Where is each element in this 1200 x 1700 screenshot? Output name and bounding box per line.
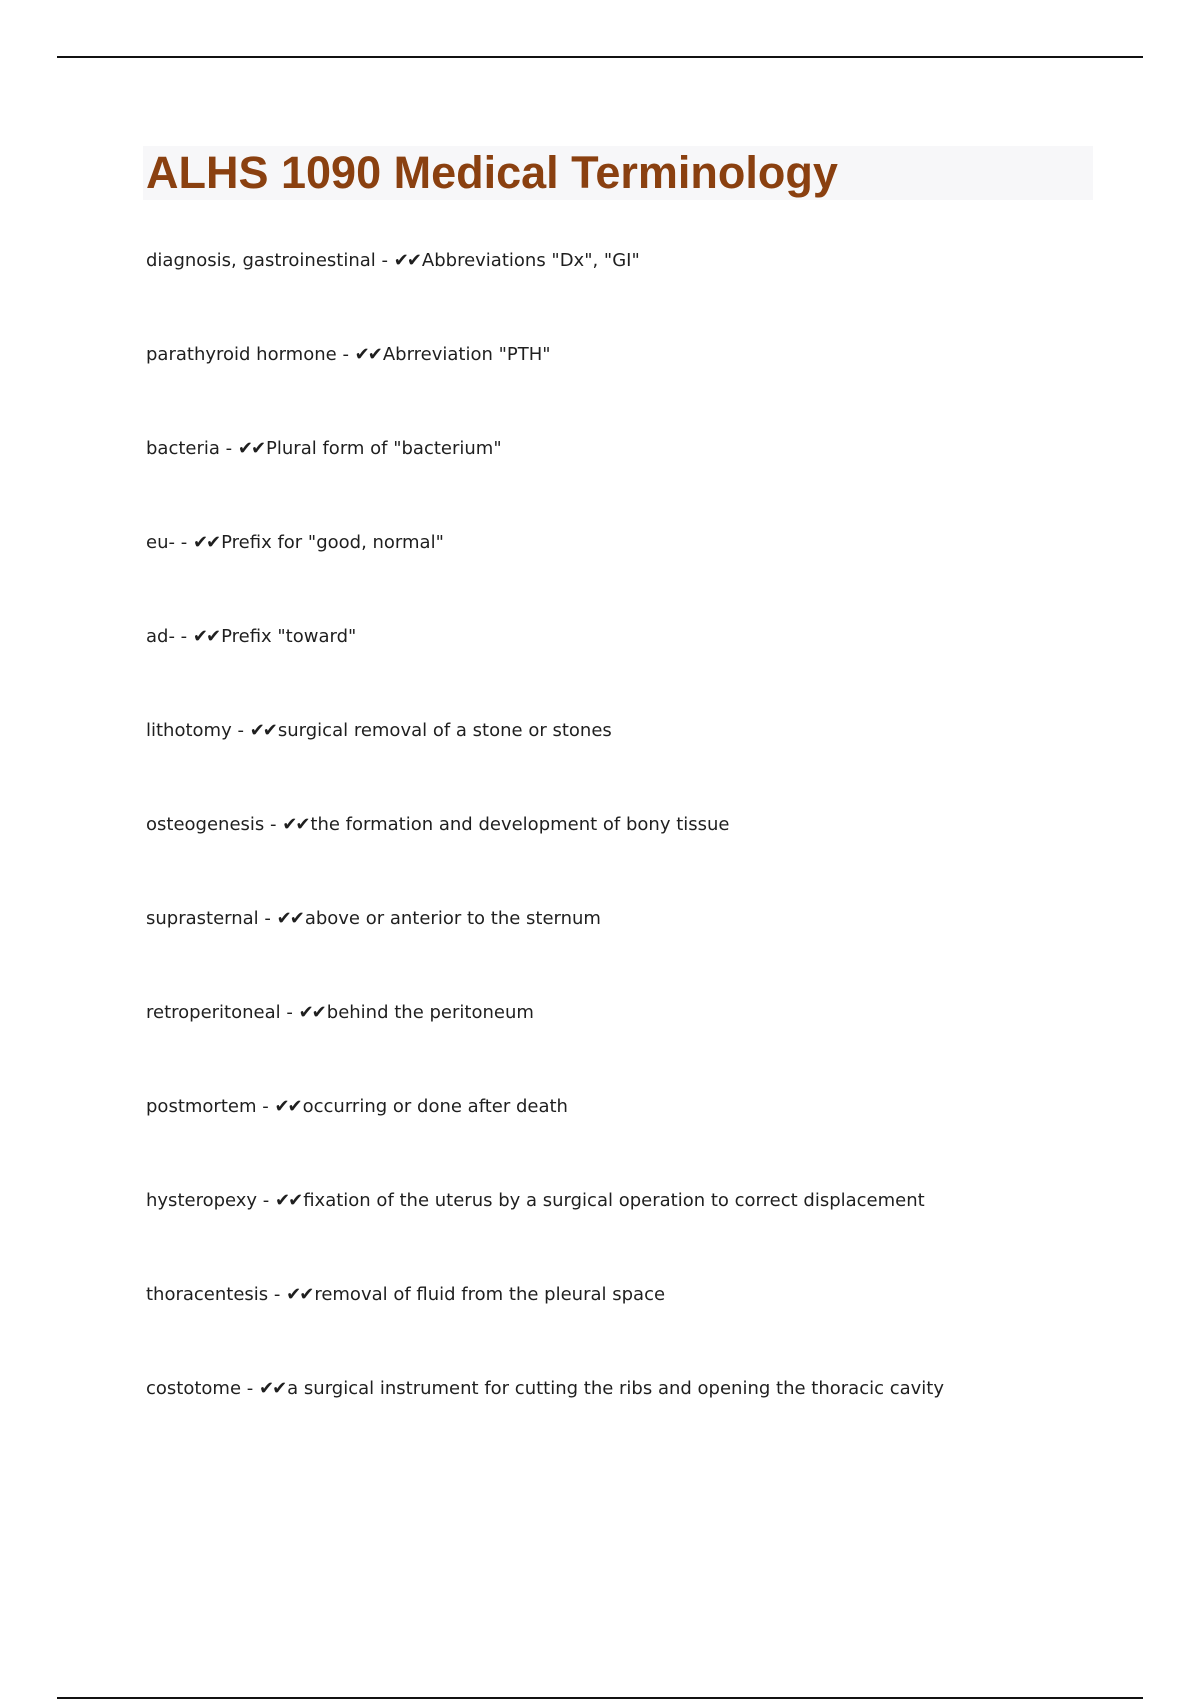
double-check-icon: ✔✔ bbox=[393, 250, 420, 271]
entry-separator: - bbox=[258, 908, 277, 929]
entry-separator: - bbox=[174, 626, 193, 647]
entry-term: postmortem bbox=[146, 1096, 257, 1117]
entry-definition: occurring or done after death bbox=[302, 1096, 568, 1117]
flashcard-entry bbox=[146, 1188, 1146, 1282]
entry-separator: - bbox=[268, 1284, 287, 1305]
entry-term: retroperitoneal bbox=[146, 1002, 281, 1023]
entry-definition: fixation of the uterus by a surgical operation to correct displacement bbox=[303, 1190, 925, 1211]
entry-term: thoracentesis bbox=[146, 1284, 269, 1305]
double-check-icon: ✔✔ bbox=[298, 1002, 325, 1023]
flashcard-entry bbox=[146, 1376, 1146, 1470]
flashcard-entry bbox=[146, 1282, 1146, 1376]
entry-separator: - bbox=[375, 250, 394, 271]
flashcard-entry bbox=[146, 906, 1146, 1000]
double-check-icon: ✔✔ bbox=[282, 814, 309, 835]
entry-definition: Prefix "toward" bbox=[221, 626, 357, 647]
double-check-icon: ✔✔ bbox=[259, 1378, 286, 1399]
entry-term: bacteria bbox=[146, 438, 220, 459]
double-check-icon: ✔✔ bbox=[354, 344, 381, 365]
document-title: ALHS 1090 Medical Terminology bbox=[146, 147, 838, 198]
entry-separator: - bbox=[256, 1096, 275, 1117]
flashcard-entry bbox=[146, 812, 1146, 906]
entry-term: osteogenesis bbox=[146, 814, 265, 835]
entry-definition: surgical removal of a stone or stones bbox=[277, 720, 612, 741]
entry-definition: Plural form of "bacterium" bbox=[266, 438, 502, 459]
entry-definition: behind the peritoneum bbox=[326, 1002, 534, 1023]
entry-term: parathyroid hormone bbox=[146, 344, 337, 365]
entry-term: ad- bbox=[146, 626, 175, 647]
entry-separator: - bbox=[174, 532, 193, 553]
flashcard-entry bbox=[146, 624, 1146, 718]
flashcard-list bbox=[146, 248, 1146, 1470]
double-check-icon: ✔✔ bbox=[276, 908, 303, 929]
bottom-rule bbox=[57, 1697, 1143, 1699]
entry-term: lithotomy bbox=[146, 720, 232, 741]
flashcard-entry bbox=[146, 1094, 1146, 1188]
double-check-icon: ✔✔ bbox=[192, 626, 220, 647]
top-rule bbox=[57, 56, 1143, 58]
entry-definition: removal of fluid from the pleural space bbox=[314, 1284, 666, 1305]
entry-separator: - bbox=[336, 344, 355, 365]
flashcard-entry bbox=[146, 436, 1146, 530]
entry-separator: - bbox=[280, 1002, 299, 1023]
entry-separator: - bbox=[219, 438, 238, 459]
entry-term: hysteropexy bbox=[146, 1190, 258, 1211]
entry-separator: - bbox=[231, 720, 250, 741]
flashcard-entry bbox=[146, 530, 1146, 624]
double-check-icon: ✔✔ bbox=[192, 532, 220, 553]
entry-term: diagnosis, gastroinestinal bbox=[146, 250, 376, 271]
flashcard-entry bbox=[146, 248, 1146, 342]
double-check-icon: ✔✔ bbox=[274, 1096, 301, 1117]
double-check-icon: ✔✔ bbox=[275, 1190, 302, 1211]
entry-separator: - bbox=[241, 1378, 259, 1399]
entry-definition: the formation and development of bony tissue bbox=[310, 814, 730, 835]
flashcard-entry bbox=[146, 1000, 1146, 1094]
entry-term: suprasternal bbox=[146, 908, 259, 929]
entry-term: costotome bbox=[146, 1378, 242, 1399]
entry-separator: - bbox=[264, 814, 283, 835]
double-check-icon: ✔✔ bbox=[249, 720, 276, 741]
entry-definition: above or anterior to the sternum bbox=[304, 908, 601, 929]
entry-term: eu- bbox=[146, 532, 175, 553]
entry-separator: - bbox=[257, 1190, 276, 1211]
entry-definition: Abrreviation "PTH" bbox=[382, 344, 551, 365]
entry-definition: Prefix for "good, normal" bbox=[221, 532, 444, 553]
double-check-icon: ✔✔ bbox=[237, 438, 265, 459]
flashcard-entry bbox=[146, 342, 1146, 436]
double-check-icon: ✔✔ bbox=[286, 1284, 313, 1305]
entry-definition: a surgical instrument for cutting the ribs and opening the thoracic cavity bbox=[287, 1378, 944, 1399]
entry-definition: Abbreviations "Dx", "GI" bbox=[421, 250, 640, 271]
flashcard-entry bbox=[146, 718, 1146, 812]
